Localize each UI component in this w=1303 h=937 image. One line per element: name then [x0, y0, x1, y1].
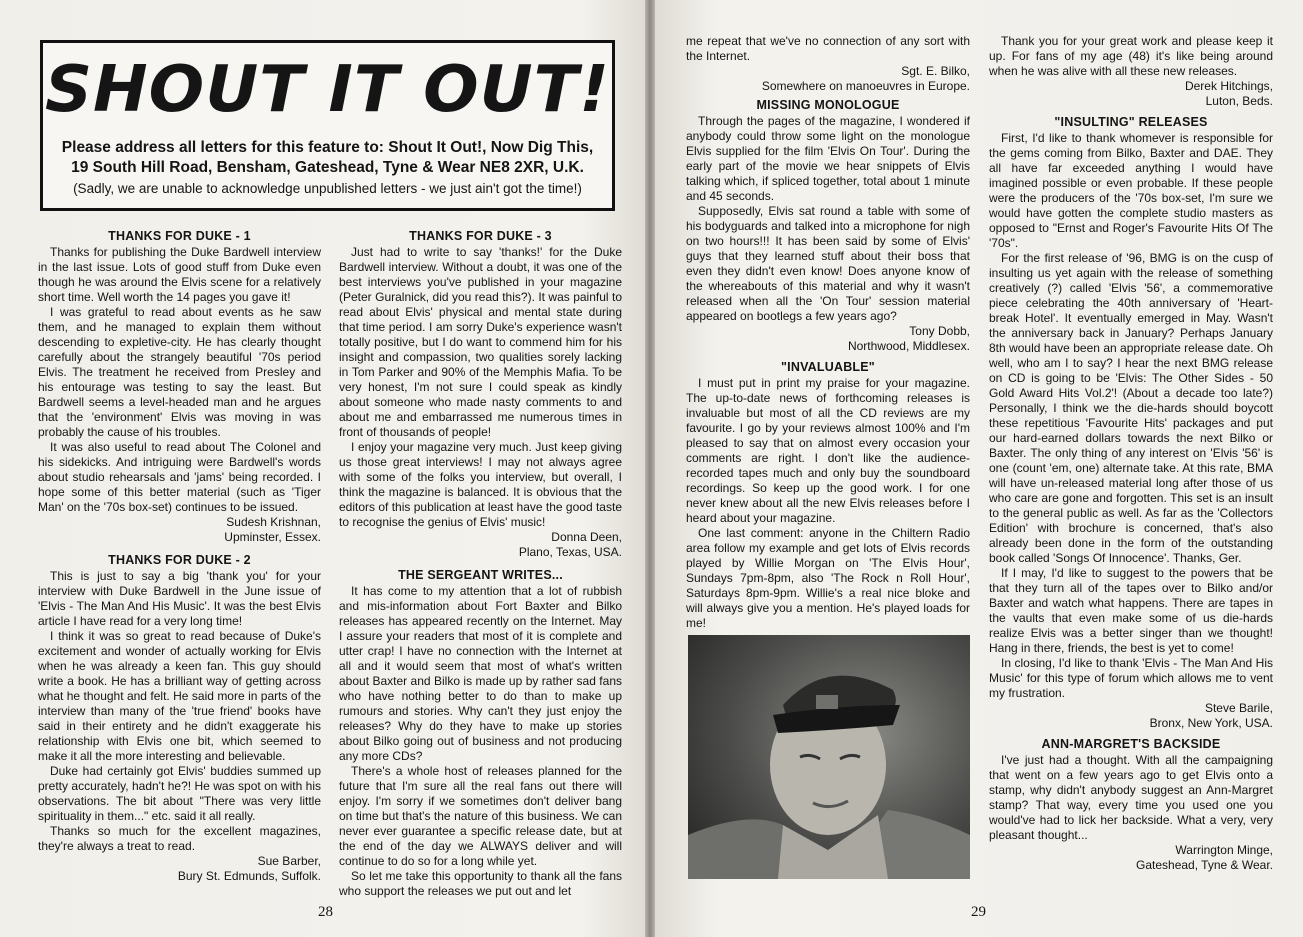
acknowledgement-note: (Sadly, we are unable to acknowledge unpublished letters - we just ain't got the time!) — [73, 181, 582, 196]
letter-paragraph: Thanks so much for the excellent magazines, they're always a treat to read. — [38, 824, 321, 853]
letter-heading: THANKS FOR DUKE - 1 — [108, 229, 251, 243]
signature-place: Bury St. Edmunds, Suffolk. — [177, 869, 321, 883]
column-1 — [38, 229, 321, 884]
letter-paragraph: I enjoy your magazine very much. Just keep giving us those great interviews! I may not always agree with some of the folks you interview, but overall, I think the magazine is balanced. It is obvious that the editors of this publication at least have the good taste to recognise the genius of Elvis' music! — [339, 440, 622, 529]
letter-paragraph: There's a whole host of releases planned for the future that I'm sure all the real fans out there will enjoy. I'm sorry if we sometimes don't deliver bang on time but that's the nature of this business. We can never ever guarantee a specific release date, but at the end of the day we ALWAYS deliver and will continue to do so for a long while yet. — [339, 764, 622, 868]
letter-paragraph: Supposedly, Elvis sat round a table with some of his bodyguards and talked into a microphone for nigh on two hours!!! It has been said by some of Elvis' guys that they learned stuff about their boss that even they didn't even know! Does anyone know of the whereabouts of this material and why it wasn't released when all the 'On Tour' session material appeared on bootlegs a few years ago? — [686, 204, 970, 323]
letter-paragraph: One last comment: anyone in the Chiltern Radio area follow my example and get lots of Elvis records played by Willie Morgan on 'The Elvis Hour', Sundays 7pm-8pm, also 'The Rock n Roll Hour', Saturdays 8pm-9pm. Willie's a real nice bloke and will always give you a mention. He's played loads for me! — [686, 526, 970, 630]
signature-place: Luton, Beds. — [1205, 94, 1273, 108]
signature-place: Upminster, Essex. — [224, 530, 321, 544]
letter-paragraph: I think it was so great to read because of Duke's excitement and wonder of actually working for Elvis when he was already a keen fan. This guy should write a book. He has a brilliant way of getting across what he thought and felt. He said more in parts of the interview than many of the 'true friend' books have said in their entirety and he didn't exaggerate his relationship with Elvis one bit, which seemed to make it all the more interesting and believable. — [38, 629, 321, 763]
signature-name: Steve Barile, — [1204, 701, 1273, 715]
signature-name: Donna Deen, — [551, 530, 622, 544]
masthead-box — [40, 40, 615, 211]
letter-paragraph: For the first release of '96, BMG is on the cusp of insulting us yet again with the release of something creatively (?) called 'Elvis '56', a commemorative piece celebrating the 40th anniversary of 'Heart-break Hotel'. It eventually emerged in May. Wasn't the anniversary back in January? Perhaps January 8th would have been an appropriate release date. Oh well, who am I to say? I hear the next BMG release on CD is going to be 'Elvis: The Other Sides - 50 Gold Award Hits Vol.2'! (About a decade too late?) Personally, I think we the die-hards should boycott these repetitious 'Favourite Hits' packages and put our hard-earned dollars towards the next Bilko or Baxter. The only thing of any interest on 'Elvis '56' is one (count 'em, one) alternate take. At this rate, BMA will have un-released material long after those of us who care are gone and forgotten. This set is an insult to the general public as well. As far as the 'Collectors Edition' with brochure is concerned, that's also already been done in the form of the outstanding book called 'Songs Of Innocence'. Thanks, Ger. — [989, 251, 1273, 565]
letter-paragraph: This is just to say a big 'thank you' for your interview with Duke Bardwell in the June issue of 'Elvis - The Man And His Music'. It was the best Elvis article I have read for a very long time! — [38, 569, 321, 628]
submission-address — [43, 138, 612, 178]
address-line-1: Please address all letters for this feature to: Shout It Out!, Now Dig This, — [61, 139, 594, 156]
letter-heading: "INVALUABLE" — [781, 360, 875, 374]
signature-name: Tony Dobb, — [909, 324, 970, 338]
page-gutter — [645, 0, 655, 937]
letter-heading: THANKS FOR DUKE - 3 — [409, 229, 552, 243]
letter-paragraph: In closing, I'd like to thank 'Elvis - The Man And His Music' for this type of forum which allows me to vent my frustration. — [989, 656, 1273, 700]
signature-place: Plano, Texas, USA. — [518, 545, 622, 559]
page-number-right: 29 — [971, 904, 986, 920]
letter-heading: THE SERGEANT WRITES... — [398, 568, 563, 582]
letter-paragraph: If I may, I'd like to suggest to the powers that be that they turn all of the tapes over to Bilko and/or Baxter and watch what happens. There are tapes in the vaults that even make some of us die-hards realize Elvis was a better singer than we thought! Hang in there, friends, the best is yet to come! — [989, 566, 1273, 655]
column-4 — [989, 34, 1273, 873]
signature-name: Derek Hitchings, — [1184, 79, 1273, 93]
soldier-portrait-image — [688, 635, 970, 879]
signature-name: Sue Barber, — [257, 854, 321, 868]
letter-heading: "INSULTING" RELEASES — [1054, 115, 1208, 129]
letter-paragraph: Just had to write to say 'thanks!' for the Duke Bardwell interview. Without a doubt, it was one of the best interviews you've published in your magazine (Peter Guralnick, did you read this?). It was painful to read about Elvis' physical and mental state during that time period. I am sorry Duke's experience wasn't totally positive, but I do want to commend him for his insight and compassion, two qualities sorely lacking in Tom Parker and 90% of the Memphis Mafia. To be very honest, I'm not sure I could speak as kindly about someone who made nasty comments to and about me and embarrassed me numerous times in front of thousands of people! — [339, 245, 622, 439]
page-title: SHOUT IT OUT! — [44, 53, 611, 127]
column-3 — [686, 34, 970, 631]
signature-place: Bronx, New York, USA. — [1149, 716, 1273, 730]
page-number-left: 28 — [318, 904, 333, 920]
letter-paragraph: It was also useful to read about The Colonel and his sidekicks. And intriguing were Bardwell's words about studio rehearsals and 'jams' being recorded. I hope some of this better material (such as 'Tiger Man' on the '70s box-set) continues to be issued. — [38, 440, 321, 514]
letter-heading: THANKS FOR DUKE - 2 — [108, 553, 251, 567]
letter-paragraph: Thanks for publishing the Duke Bardwell interview in the last issue. Lots of good stuff from Duke even though he was around the Elvis scene for a relatively short time. Well worth the 14 pages you gave it! — [38, 245, 321, 304]
signature-place: Somewhere on manoeuvres in Europe. — [761, 79, 970, 93]
elvis-army-photo — [688, 635, 970, 879]
address-line-2: 19 South Hill Road, Bensham, Gateshead, Tyne & Wear NE8 2XR, U.K. — [71, 159, 584, 176]
signature-place: Gateshead, Tyne & Wear. — [1136, 858, 1273, 872]
letter-paragraph: Through the pages of the magazine, I wondered if anybody could throw some light on the monologue Elvis supplied for the film 'Elvis On Tour'. During the early part of the movie we hear snippets of Elvis talking which, if spliced together, total about 1 minute and 45 seconds. — [686, 114, 970, 203]
letter-paragraph: It has come to my attention that a lot of rubbish and mis-information about Fort Baxter and Bilko releases has appeared recently on the Internet. May I assure your readers that most of it is complete and utter crap! I have no connection with the Internet at all and it would seem that most of what's written about Baxter and Bilko is made up by rather sad fans who have nothing better to do than to make up rumours and stories. Why can't they just enjoy the releases? Why do they have to make up stories about Bilko going out of business and not producing any more CDs? — [339, 584, 622, 763]
letter-paragraph: I've just had a thought. With all the campaigning that went on a few years ago to get Elvis onto a stamp, why didn't anybody suggest an Ann-Margret stamp? That way, every time you used one you would've had to lick her backside. What a very, very pleasant thought... — [989, 753, 1273, 842]
letter-heading: MISSING MONOLOGUE — [756, 98, 900, 112]
letter-heading: ANN-MARGRET'S BACKSIDE — [1041, 737, 1221, 751]
letter-continuation: me repeat that we've no connection of any sort with the Internet. — [686, 34, 970, 63]
signature-name: Sudesh Krishnan, — [226, 515, 321, 529]
letter-paragraph: First, I'd like to thank whomever is responsible for the gems coming from Bilko, Baxter and DAE. They all have far exceeded anything I would have imagined possible or even probable. If these people were the producers of the '70s box-set, I'm sure we would have gotten the complete studio masters as opposed to "Ernst and Roger's Favourite Hits Of The '70s". — [989, 131, 1273, 250]
column-2 — [339, 229, 622, 899]
letter-paragraph: I was grateful to read about events as he saw them, and he managed to explain them without descending to expletive-city. He has clearly thought carefully about the strangely beautiful '70s period Elvis. The treatment he received from Presley and his entourage was testing to say the least. But Bardwell seems a level-headed man and he argues that the 'environment' Elvis was moving in was probably the cause of his troubles. — [38, 305, 321, 439]
signature-place: Northwood, Middlesex. — [847, 339, 970, 353]
letter-continuation: Thank you for your great work and please keep it up. For fans of my age (48) it's like being around when he was alive with all these new releases. — [989, 34, 1273, 78]
letter-paragraph: So let me take this opportunity to thank all the fans who support the releases we put out and let — [339, 869, 622, 898]
letter-paragraph: Duke had certainly got Elvis' buddies summed up pretty accurately, hadn't he?! He was spot on with his observations. The bit about "There was very little spirituality in them..." etc. said it all really. — [38, 764, 321, 823]
signature-name: Sgt. E. Bilko, — [901, 64, 970, 78]
letter-paragraph: I must put in print my praise for your magazine. The up-to-date news of forthcoming releases is invaluable but most of all the CD reviews are my favourite. I go by your reviews almost 100% and I'm pleased to say that on almost every occasion your comments are right. I don't like the audience-recorded tapes much and only buy the soundboard recordings. So keep up the good work. I for one never knew about all the new Elvis releases before I heard about your magazine. — [686, 376, 970, 525]
signature-name: Warrington Minge, — [1175, 843, 1273, 857]
